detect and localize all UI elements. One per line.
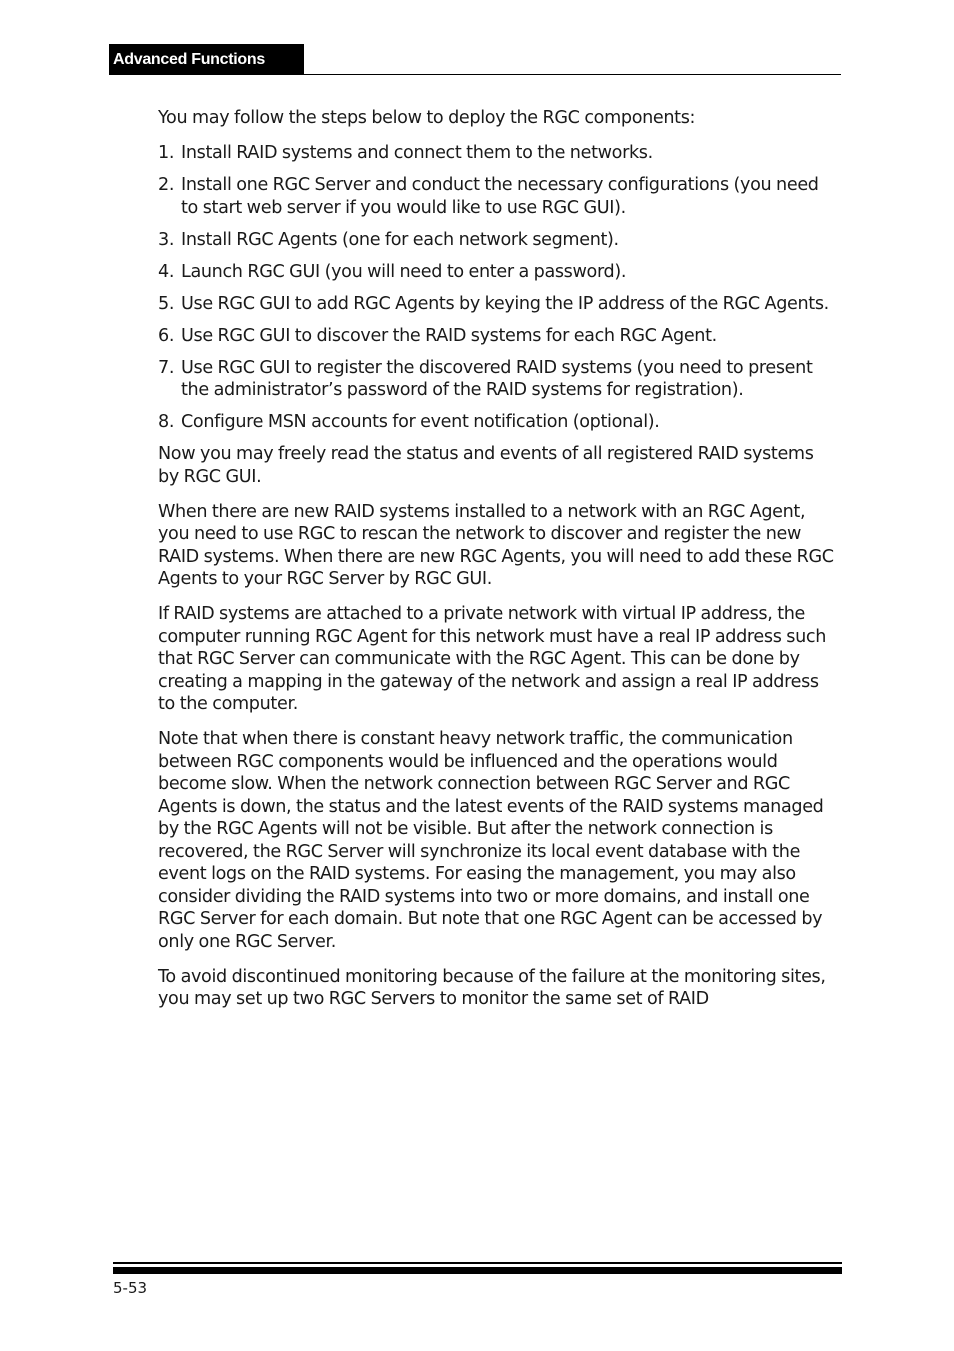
intro-paragraph: You may follow the steps below to deploy the RGC components:: [158, 108, 696, 128]
step-text: Use RGC GUI to discover the RAID systems for each RGC Agent.: [181, 325, 717, 346]
body-paragraph: If RAID systems are attached to a private network with virtual IP address, the computer running RGC Agent for this network must have a real IP address such that RGC Server can communicate with the RGC Agent. This can be done by creating a mapping in the gateway of the network and assign a real IP address to the computer.: [158, 604, 827, 714]
step-number: 8.: [158, 412, 175, 432]
list-item: [158, 325, 838, 348]
step-number: 4.: [158, 261, 175, 282]
deployment-steps-list: [158, 142, 838, 434]
list-item: [158, 229, 838, 252]
section-title: Advanced Functions: [109, 44, 304, 75]
step-number: 6.: [158, 325, 175, 346]
step-text: Use RGC GUI to register the discovered RAID systems (you need to present the administrator’s password of the RAID systems for registration).: [181, 357, 813, 400]
footer-divider-thick: [113, 1267, 842, 1274]
list-item: [158, 411, 838, 434]
list-item: [158, 357, 838, 402]
step-number: 2.: [158, 175, 175, 195]
step-number: 3.: [158, 229, 175, 250]
list-item: [158, 293, 838, 316]
list-item: [158, 261, 838, 284]
body-paragraph: Note that when there is constant heavy network traffic, the communication between RGC components would be influenced and the operations would become slow. When the network connection between RGC Server and RGC Agents is down, the status and the latest events of the RAID systems managed by the RGC Agents will not be visible. But after the network connection is recovered, the RGC Server will synchronize its local event database with the event logs on the RAID systems. For easing the management, you may also consider dividing the RAID systems into two or more domains, and install one RGC Server for each domain. But note that one RGC Agent can be accessed by only one RGC Server.: [158, 729, 824, 952]
step-number: 1.: [158, 143, 175, 163]
list-item: [158, 142, 838, 165]
list-item: [158, 174, 838, 219]
step-text: Install RAID systems and connect them to the networks.: [181, 143, 653, 163]
footer-divider-thin: [113, 1262, 842, 1264]
body-paragraph: When there are new RAID systems installed to a network with an RGC Agent, you need to use RGC to rescan the network to discover and register the new RAID systems. When there are new RGC Agents, you will need to add these RGC Agents to your RGC Server by RGC GUI.: [158, 501, 834, 589]
step-text: Install one RGC Server and conduct the necessary configurations (you need to start web server if you would like to use RGC GUI).: [181, 175, 819, 218]
body-paragraph: Now you may freely read the status and events of all registered RAID systems by RGC GUI.: [158, 444, 814, 487]
step-number: 5.: [158, 293, 175, 314]
page-body: [158, 107, 838, 1023]
page-number: 5-53: [113, 1279, 148, 1297]
step-text: Configure MSN accounts for event notification (optional).: [181, 412, 660, 432]
header-divider: [109, 74, 841, 75]
step-text: Launch RGC GUI (you will need to enter a password).: [181, 261, 627, 282]
step-text: Use RGC GUI to add RGC Agents by keying the IP address of the RGC Agents.: [181, 293, 829, 314]
step-number: 7.: [158, 357, 175, 378]
step-text: Install RGC Agents (one for each network segment).: [181, 229, 619, 250]
body-paragraph: To avoid discontinued monitoring because of the failure at the monitoring sites, you may set up two RGC Servers to monitor the same set of RAID: [158, 966, 826, 1009]
